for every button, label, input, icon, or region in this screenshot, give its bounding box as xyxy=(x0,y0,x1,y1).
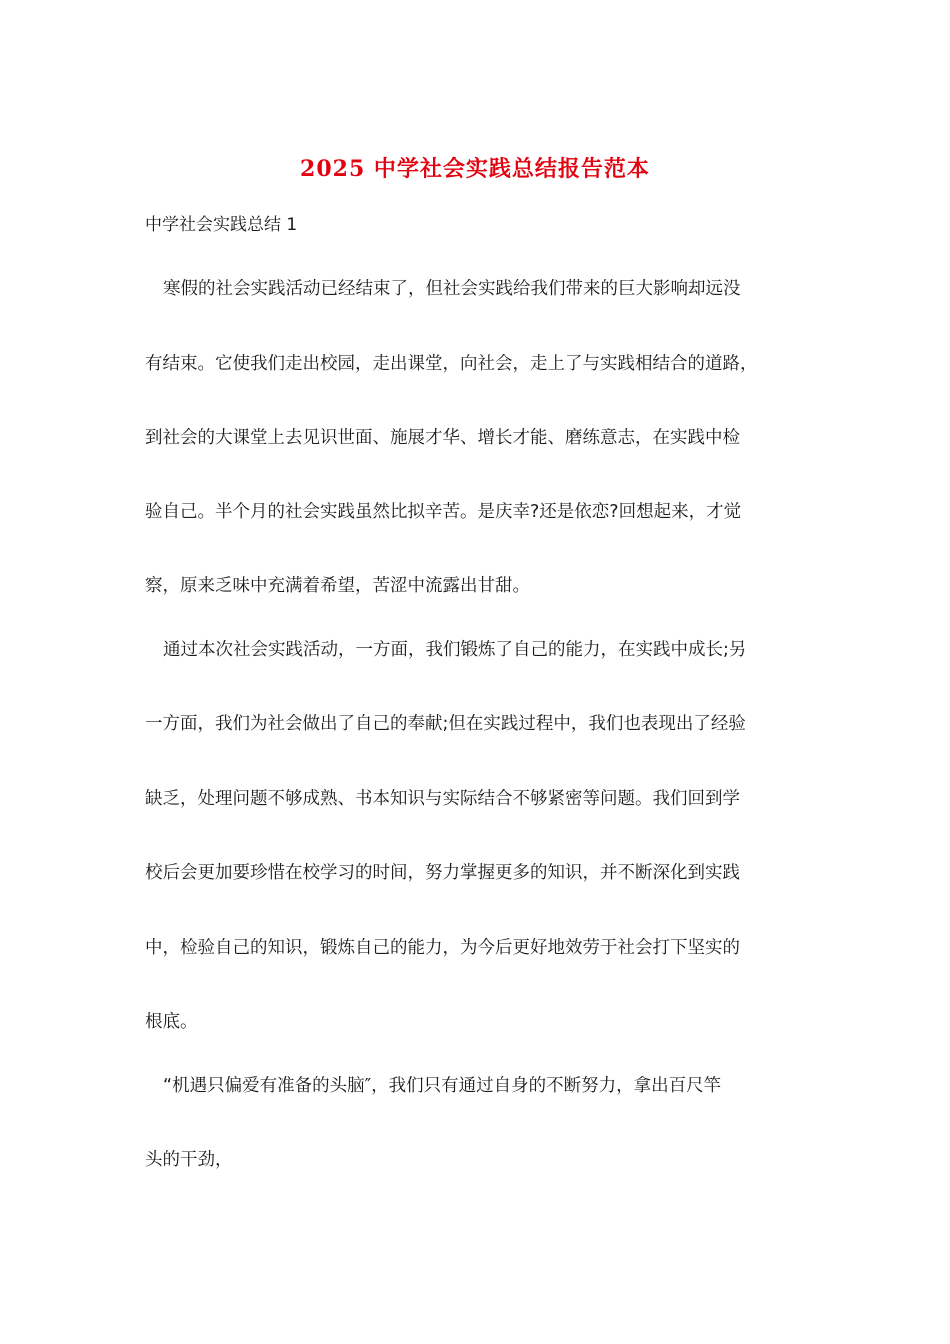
paragraph-line: 缺乏，处理问题不够成熟、书本知识与实际结合不够紧密等问题。我们回到学 xyxy=(145,789,740,809)
paragraph-line: “机遇只偏爱有准备的头脑″，我们只有通过自身的不断努力，拿出百尺竿 xyxy=(163,1076,722,1096)
paragraph-line: 一方面，我们为社会做出了自己的奉献;但在实践过程中，我们也表现出了经验 xyxy=(145,714,746,734)
document-title: 2025 中学社会实践总结报告范本 xyxy=(300,156,650,182)
paragraph-line: 察，原来乏味中充满着希望，苦涩中流露出甘甜。 xyxy=(145,576,530,596)
paragraph-line: 头的干劲， xyxy=(145,1150,233,1170)
paragraph-line: 有结束。它使我们走出校园，走出课堂，向社会，走上了与实践相结合的道路， xyxy=(145,354,758,374)
paragraph-line: 中，检验自己的知识，锻炼自己的能力，为今后更好地效劳于社会打下坚实的 xyxy=(145,938,740,958)
paragraph-line: 到社会的大课堂上去见识世面、施展才华、增长才能、磨练意志，在实践中检 xyxy=(145,428,740,448)
paragraph-line: 寒假的社会实践活动已经结束了，但社会实践给我们带来的巨大影响却远没 xyxy=(163,279,741,299)
paragraph-line: 验自己。半个月的社会实践虽然比拟辛苦。是庆幸?还是依恋?回想起来，才觉 xyxy=(145,502,742,522)
section-heading: 中学社会实践总结 1 xyxy=(145,215,298,235)
paragraph-line: 通过本次社会实践活动，一方面，我们锻炼了自己的能力，在实践中成长;另 xyxy=(163,640,747,660)
paragraph-line: 根底。 xyxy=(145,1012,198,1032)
paragraph-line: 校后会更加要珍惜在校学习的时间，努力掌握更多的知识，并不断深化到实践 xyxy=(145,863,740,883)
